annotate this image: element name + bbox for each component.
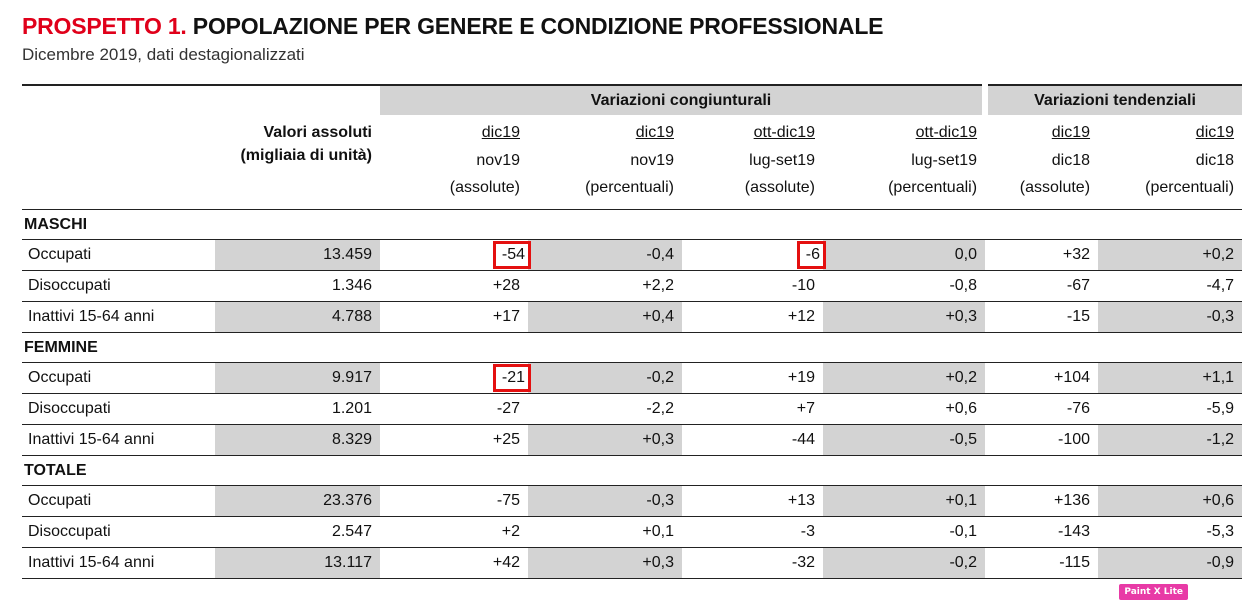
header-line2: dic18 [1051, 151, 1091, 169]
title-prefix: PROSPETTO 1. [22, 13, 187, 39]
table-row [22, 517, 1242, 548]
cell-value: +0,6 [823, 394, 985, 425]
cell-value: +42 [380, 548, 528, 579]
cell-valore: 8.329 [215, 425, 380, 456]
page-title [22, 13, 883, 40]
cell-value: +28 [380, 271, 528, 302]
cell-value: +32 [985, 240, 1098, 271]
group-header-tendenziali: Variazioni tendenziali [985, 85, 1242, 115]
cell-value: -27 [380, 394, 528, 425]
cell-value: -0,1 [823, 517, 985, 548]
cell-value: +0,4 [528, 302, 682, 333]
header-col-2 [528, 115, 682, 210]
row-label: Disoccupati [22, 271, 215, 302]
header-line3: (assolute) [1019, 179, 1091, 196]
highlight-box: -6 [797, 241, 826, 269]
header-line1: ott-dic19 [753, 124, 815, 141]
table-row [22, 486, 1242, 517]
cell-value: -10 [682, 271, 823, 302]
page-subtitle: Dicembre 2019, dati destagionalizzati [22, 45, 305, 64]
row-label: Occupati [22, 486, 215, 517]
header-line1: dic19 [1051, 124, 1091, 141]
header-line2: dic18 [1195, 151, 1235, 169]
cell-value: +1,1 [1098, 363, 1242, 394]
row-label: Disoccupati [22, 517, 215, 548]
header-line3: (percentuali) [585, 179, 674, 196]
cell-value: -5,3 [1098, 517, 1242, 548]
cell-value: -0,4 [528, 240, 682, 271]
section-header-maschi: MASCHI [22, 210, 1242, 240]
cell-value: -0,3 [528, 486, 682, 517]
cell-value: -3 [682, 517, 823, 548]
header-empty [22, 85, 215, 115]
row-label: Inattivi 15-64 anni [22, 425, 215, 456]
cell-value [380, 363, 528, 394]
cell-value: +136 [985, 486, 1098, 517]
header-line3: (percentuali) [888, 179, 978, 196]
cell-valore: 1.201 [215, 394, 380, 425]
cell-value: +13 [682, 486, 823, 517]
section-header-femmine: FEMMINE [22, 333, 1242, 363]
cell-value: +0,2 [823, 363, 985, 394]
header-line1: dic19 [1195, 124, 1235, 141]
highlight-box: -54 [493, 241, 531, 269]
table-row [22, 240, 1242, 271]
cell-value: +12 [682, 302, 823, 333]
group-header-congiunturali: Variazioni congiunturali [380, 85, 985, 115]
cell-value: 0,0 [823, 240, 985, 271]
header-line2: nov19 [630, 151, 674, 169]
cell-value: +104 [985, 363, 1098, 394]
header-line2: lug-set19 [911, 151, 978, 169]
header-col-5 [985, 115, 1098, 210]
cell-value: +0,1 [528, 517, 682, 548]
cell-value: -100 [985, 425, 1098, 456]
cell-valore: 13.117 [215, 548, 380, 579]
cell-valore: 4.788 [215, 302, 380, 333]
cell-value: -143 [985, 517, 1098, 548]
cell-value: -5,9 [1098, 394, 1242, 425]
cell-valore: 2.547 [215, 517, 380, 548]
cell-value: +17 [380, 302, 528, 333]
cell-value: -15 [985, 302, 1098, 333]
cell-value: -0,2 [823, 548, 985, 579]
cell-value: +25 [380, 425, 528, 456]
data-table [22, 84, 1242, 579]
cell-value: +19 [682, 363, 823, 394]
header-line1: dic19 [635, 124, 674, 141]
header-empty [22, 115, 215, 210]
table-row [22, 302, 1242, 333]
header-line2: nov19 [476, 151, 520, 169]
cell-value: +0,3 [528, 425, 682, 456]
cell-value: +7 [682, 394, 823, 425]
header-col-1 [380, 115, 528, 210]
cell-value: -44 [682, 425, 823, 456]
cell-value: -1,2 [1098, 425, 1242, 456]
cell-value: -115 [985, 548, 1098, 579]
cell-valore: 9.917 [215, 363, 380, 394]
header-line1: ott-dic19 [915, 124, 978, 141]
header-empty [215, 85, 380, 115]
header-valori-assoluti [215, 115, 380, 210]
cell-valore: 1.346 [215, 271, 380, 302]
table-row [22, 363, 1242, 394]
cell-value: -0,8 [823, 271, 985, 302]
cell-value: +0,3 [823, 302, 985, 333]
section-header-totale: TOTALE [22, 456, 1242, 486]
cell-value: -0,5 [823, 425, 985, 456]
table-row [22, 271, 1242, 302]
cell-valore: 13.459 [215, 240, 380, 271]
header-line3: (assolute) [449, 179, 520, 196]
header-col-6 [1098, 115, 1242, 210]
highlight-box: -21 [493, 364, 531, 392]
table-row [22, 425, 1242, 456]
header-valori-line1: Valori assoluti [263, 124, 372, 141]
cell-value: -32 [682, 548, 823, 579]
cell-value: -76 [985, 394, 1098, 425]
header-line3: (percentuali) [1145, 179, 1235, 196]
cell-value: +0,1 [823, 486, 985, 517]
header-line3: (assolute) [744, 179, 815, 196]
row-label: Occupati [22, 240, 215, 271]
table-row [22, 548, 1242, 579]
cell-value [682, 240, 823, 271]
row-label: Disoccupati [22, 394, 215, 425]
header-col-3 [682, 115, 823, 210]
cell-value [380, 240, 528, 271]
header-line2: lug-set19 [749, 151, 815, 169]
title-text: POPOLAZIONE PER GENERE E CONDIZIONE PROFESSIONALE [186, 13, 884, 39]
header-valori-line2: (migliaia di unità) [240, 147, 372, 164]
header-line1: dic19 [481, 124, 520, 141]
cell-value: -67 [985, 271, 1098, 302]
cell-value: +0,2 [1098, 240, 1242, 271]
cell-value: -4,7 [1098, 271, 1242, 302]
row-label: Inattivi 15-64 anni [22, 548, 215, 579]
cell-value: +0,3 [528, 548, 682, 579]
cell-value: -2,2 [528, 394, 682, 425]
cell-value: -0,9 [1098, 548, 1242, 579]
cell-value: -75 [380, 486, 528, 517]
header-col-4 [823, 115, 985, 210]
cell-value: +0,6 [1098, 486, 1242, 517]
table-row [22, 394, 1242, 425]
cell-value: -0,3 [1098, 302, 1242, 333]
cell-valore: 23.376 [215, 486, 380, 517]
row-label: Inattivi 15-64 anni [22, 302, 215, 333]
row-label: Occupati [22, 363, 215, 394]
watermark-badge: Paint X Lite [1119, 584, 1188, 600]
cell-value: +2,2 [528, 271, 682, 302]
cell-value: -0,2 [528, 363, 682, 394]
cell-value: +2 [380, 517, 528, 548]
